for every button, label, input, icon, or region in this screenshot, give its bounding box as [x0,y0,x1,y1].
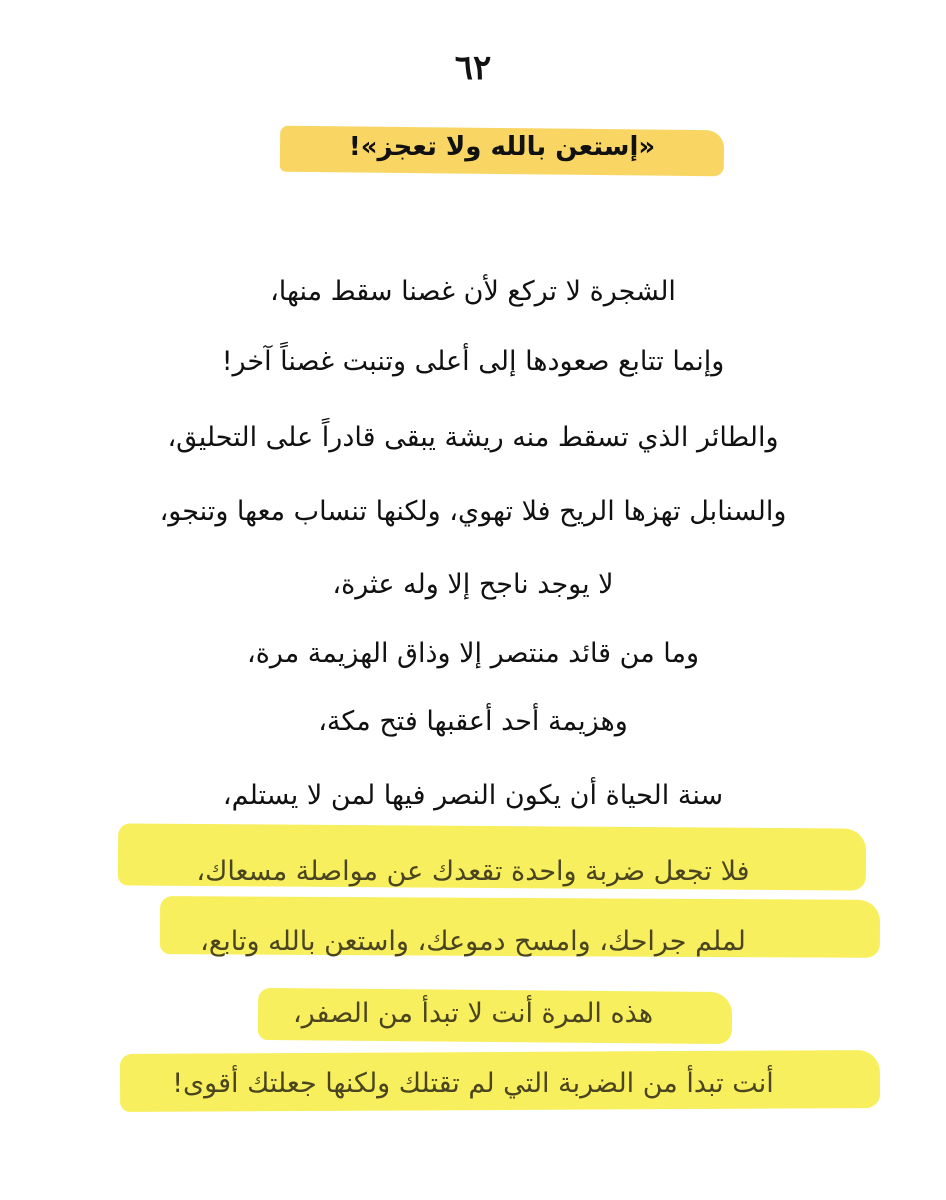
highlighted-line-3: هذه المرة أنت لا تبدأ من الصفر، [292,998,654,1029]
page-number: ٦٢ [454,48,492,88]
text-line-2: وإنما تتابع صعودها إلى أعلى وتنبت غصناً آخر! [221,346,725,377]
text-line-3: والطائر الذي تسقط منه ريشة يبقى قادراً على التحليق، [167,422,779,453]
text-line-7: وهزيمة أحد أعقبها فتح مكة، [318,706,628,737]
text-line-4: والسنابل تهزها الريح فلا تهوي، ولكنها تنساب معها وتنجو، [159,496,787,527]
text-line-5: لا يوجد ناجح إلا وله عثرة، [332,569,614,600]
highlighted-line-2: لملم جراحك، وامسح دموعك، واستعن بالله وتابع، [200,926,746,957]
page-title: «إستعن بالله ولا تعجز»! [348,132,656,162]
highlighted-line-4: أنت تبدأ من الضربة التي لم تقتلك ولكنها جعلتك أقوى! [172,1068,774,1099]
highlighted-line-1: فلا تجعل ضربة واحدة تقعدك عن مواصلة مسعاك، [196,856,750,887]
text-line-6: وما من قائد منتصر إلا وذاق الهزيمة مرة، [246,638,699,669]
title-block [280,122,724,178]
text-line-8: سنة الحياة أن يكون النصر فيها لمن لا يستلم، [222,780,724,811]
text-line-1: الشجرة لا تركع لأن غصنا سقط منها، [270,276,676,307]
